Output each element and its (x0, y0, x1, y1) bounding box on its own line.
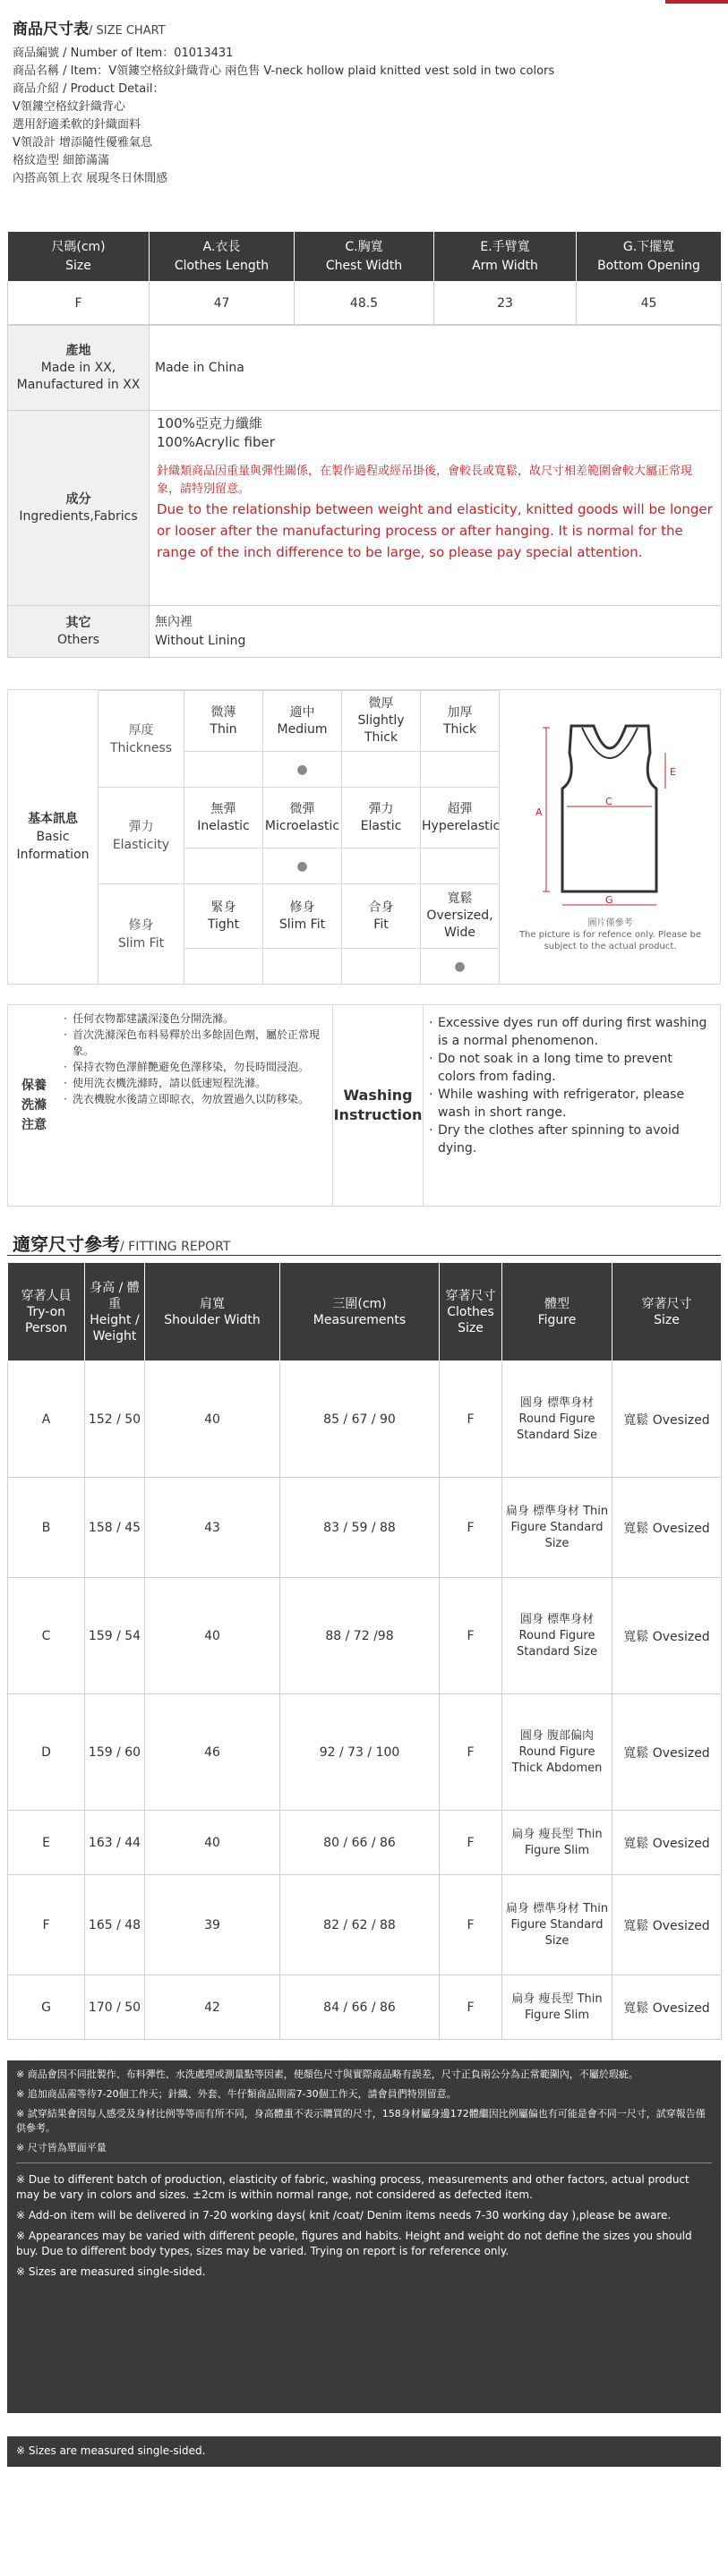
size-cell: 47 (150, 282, 295, 325)
washing-list-en (425, 1014, 712, 1157)
elasticity-marker: ● (263, 849, 342, 884)
slimfit-option: 緊身 Tight (184, 884, 263, 949)
fit-row: G 170 / 50 42 84 / 66 / 86 F 扁身 瘦長型 Thin Figure Slim 寬鬆 Ovesized (8, 1975, 722, 2040)
elasticity-option: 超彈 Hyperelastic (421, 788, 500, 849)
vest-diagram-icon (500, 690, 721, 914)
fitting-header (13, 1230, 720, 1256)
slimfit-option: 寬鬆 Oversized, Wide (421, 884, 500, 949)
washing-item-en: · Excessive dyes run off during first washing is a normal phenomenon. (425, 1014, 712, 1050)
info-line: V領設計 增添隨性優雅氣息 (13, 136, 153, 149)
washing-list-zh (60, 1011, 329, 1107)
diagram-label-c: C (605, 796, 612, 807)
others-label: 其它 Others (8, 606, 150, 658)
elasticity-option: 無彈 Inelastic (184, 788, 263, 849)
elasticity-option: 微彈 Microelastic (263, 788, 342, 849)
fitting-title-en: / FITTING REPORT (120, 1240, 231, 1254)
thickness-option: 微厚 Slightly Thick (342, 691, 421, 752)
info-line: 選用舒適柔軟的針織面料 (13, 118, 141, 132)
slimfit-option: 修身 Slim Fit (263, 884, 342, 949)
ingredients-label: 成分 Ingredients,Fabrics (8, 411, 150, 606)
slimfit-option: 合身 Fit (342, 884, 421, 949)
fit-header-figure: 體型 Figure (502, 1263, 612, 1361)
size-cell: 45 (577, 282, 722, 325)
size-header-chest: C.胸寬 Chest Width (295, 232, 434, 282)
fit-header-size: 穿著尺寸 Clothes Size (440, 1263, 502, 1361)
washing-item-zh: · 首次洗滌深色布料易釋於出多餘固色劑，屬於正常現象。 (60, 1027, 329, 1059)
fit-row: F 165 / 48 39 82 / 62 / 88 F 扁身 標準身材 Thin Figure Standard Size 寬鬆 Ovesized (8, 1875, 722, 1975)
elasticity-label: 彈力 Elasticity (98, 788, 184, 884)
footer-note (7, 2436, 721, 2467)
ingredients-zh: 100%亞克力纖維 (157, 415, 262, 431)
diagram-caption: 圖片僅參考 The picture is for refence only. Please be subject to the actual product. (518, 918, 702, 951)
washing-item-en: · While washing with refrigerator, please wash in short range. (425, 1086, 712, 1122)
note-en: ※ Due to different batch of production, elasticity of fabric, washing process, measurements and other factors, actual product may be vary in colors and sizes. ±2cm is within normal range, not considered as defected item. (16, 2173, 689, 2201)
fit-row: E 163 / 44 40 80 / 66 / 86 F 扁身 瘦長型 Thin Figure Slim 寬鬆 Ovesized (8, 1811, 722, 1875)
ingredients-value (150, 411, 722, 606)
diagram-label-a: A (535, 806, 543, 818)
fit-header-fit: 穿著尺寸 Size (612, 1263, 722, 1361)
origin-value: Made in China (150, 326, 722, 411)
fit-row: A 152 / 50 40 85 / 67 / 90 F 圓身 標準身材 Round Figure Standard Size 寬鬆 Ovesized (8, 1361, 722, 1478)
fit-header-hw: 身高 / 體重 Height / Weight (85, 1263, 145, 1361)
washing-label-en: Washing Instruction (332, 1005, 424, 1206)
size-cell: 23 (434, 282, 577, 325)
notes-divider (16, 2162, 712, 2163)
size-header-length: A.衣長 Clothes Length (150, 232, 295, 282)
fit-header-shoulder: 肩寬 Shoulder Width (145, 1263, 280, 1361)
washing-item-en: · Do not soak in a long time to prevent colors from fading. (425, 1050, 712, 1086)
fit-row: C 159 / 54 40 88 / 72 /98 F 圓身 標準身材 Round Figure Standard Size 寬鬆 Ovesized (8, 1578, 722, 1694)
diagram-label-e: E (670, 766, 676, 778)
size-cell: 48.5 (295, 282, 434, 325)
note-en: ※ Appearances may be varied with different people, figures and habits. Height and weight do not define the sizes you should buy. Due to different body types, sizes may be varied. Trying on report is for reference only. (16, 2230, 692, 2257)
slimfit-label: 修身 Slim Fit (98, 884, 184, 985)
footer-note-text: ※ Sizes are measured single-sided. (16, 2444, 206, 2457)
title-zh: 商品尺寸表 (13, 21, 89, 38)
size-header-size: 尺碼(cm) Size (8, 232, 150, 282)
elasticity-option: 彈力 Elastic (342, 788, 421, 849)
garment-diagram (499, 690, 721, 984)
details-table (7, 325, 722, 658)
note-zh: ※ 追加商品需等待7-20個工作天；針織、外套、牛仔類商品則需7-30個工作天，請會員們特別留意。 (16, 2088, 457, 2100)
top-accent-bar (665, 0, 728, 4)
basic-info-section (7, 689, 721, 985)
fit-header-person: 穿著人員 Try-on Person (8, 1263, 85, 1361)
info-line: 商品編號 / Number of Item：01013431 (13, 47, 234, 60)
washing-item-zh: · 任何衣物都建議深淺色分開洗滌。 (60, 1011, 329, 1027)
size-chart-title (13, 16, 720, 38)
thickness-option: 微薄 Thin (184, 691, 263, 752)
washing-item-en: · Dry the clothes after spinning to avoid dying. (425, 1122, 712, 1157)
others-value: 無內裡 Without Lining (150, 606, 722, 658)
basic-info-label: 基本訊息 Basic Information (8, 690, 98, 984)
fitting-divider (7, 1255, 721, 1256)
knit-note-en: Due to the relationship between weight and elasticity, knitted goods will be longer or looser after the manufacturing process or after hanging. It is normal for the range of the inch difference to be large, so please pay special attention. (157, 501, 713, 560)
knit-note-zh: 針織類商品因重量與彈性關係，在製作過程或經吊掛後，會較長或寬鬆，故尺寸相差範圍會較大屬正常現象，請特別留意。 (157, 465, 693, 496)
size-chart-header (13, 16, 720, 38)
product-info (13, 45, 720, 188)
info-line: 商品名稱 / Item：V領鏤空格紋針織背心 兩色售 V-neck hollow plaid knitted vest sold in two colors (13, 64, 555, 78)
ingredients-en: 100%Acrylic fiber (157, 434, 275, 450)
fitting-table (7, 1262, 722, 2040)
washing-item-zh: · 使用洗衣機洗滌時，請以低速短程洗滌。 (60, 1075, 329, 1091)
washing-item-zh: · 保持衣物色澤鮮艷避免色澤移染，勿長時間浸泡。 (60, 1059, 329, 1075)
thickness-option: 加厚 Thick (421, 691, 500, 752)
washing-item-zh: · 洗衣機脫水後請立即晾衣，勿放置過久以防移染。 (60, 1091, 329, 1107)
slimfit-marker: ● (421, 949, 500, 985)
fitting-title-zh: 適穿尺寸參考 (13, 1233, 120, 1255)
washing-label-zh: 保養洗滌注意 (21, 1079, 47, 1132)
thickness-label: 厚度 Thickness (98, 691, 184, 788)
size-table (7, 231, 722, 325)
thickness-marker: ● (263, 752, 342, 788)
fitting-section (7, 1262, 721, 2040)
info-line: 格紋造型 細節滿滿 (13, 154, 110, 167)
info-line: 商品介紹 / Product Detail： (13, 82, 165, 96)
note-en: ※ Sizes are measured single-sided. (16, 2265, 206, 2278)
origin-label: 產地 Made in XX, Manufactured in XX (8, 326, 150, 411)
fit-header-meas: 三圍(cm) Measurements (280, 1263, 440, 1361)
note-zh: ※ 商品會因不同批製作、布料彈性、水洗處理或測量點等因素，使顏色尺寸與實際商品略有誤差，尺寸正負兩公分為正常範圍內，不屬於瑕疵。 (16, 2068, 638, 2080)
fit-row: D 159 / 60 46 92 / 73 / 100 F 圓身 腹部偏肉 Round Figure Thick Abdomen 寬鬆 Ovesized (8, 1694, 722, 1811)
size-header-bottom: G.下擺寬 Bottom Opening (577, 232, 722, 282)
thickness-option: 適中 Medium (263, 691, 342, 752)
size-row (8, 282, 722, 325)
diagram-label-g: G (605, 894, 613, 906)
size-table-section (7, 231, 721, 658)
basic-info-table (98, 690, 500, 985)
note-zh: ※ 試穿結果會因每人感受及身材比例等等而有所不同，身高體重不表示購買的尺寸，158身材屬身邊172體繼因比例屬偏也有可能是會不同一尺寸，試穿報告僅供參考。 (16, 2108, 706, 2134)
washing-section (7, 1004, 721, 1207)
note-en: ※ Add-on item will be delivered in 7-20 working days( knit /coat/ Denim items needs 7-30 working day ),please be aware. (16, 2209, 672, 2222)
size-header-arm: E.手臂寬 Arm Width (434, 232, 577, 282)
info-line: 內搭高領上衣 展現冬日休閒感 (13, 172, 168, 185)
fit-row: B 158 / 45 43 83 / 59 / 88 F 扁身 標準身材 Thin Figure Standard Size 寬鬆 Ovesized (8, 1478, 722, 1578)
notes-section (7, 2060, 721, 2413)
info-line: V領鏤空格紋針織背心 (13, 100, 125, 114)
note-zh: ※ 尺寸皆為單面平量 (16, 2142, 107, 2154)
title-en: / SIZE CHART (89, 24, 166, 38)
size-cell: F (8, 282, 150, 325)
